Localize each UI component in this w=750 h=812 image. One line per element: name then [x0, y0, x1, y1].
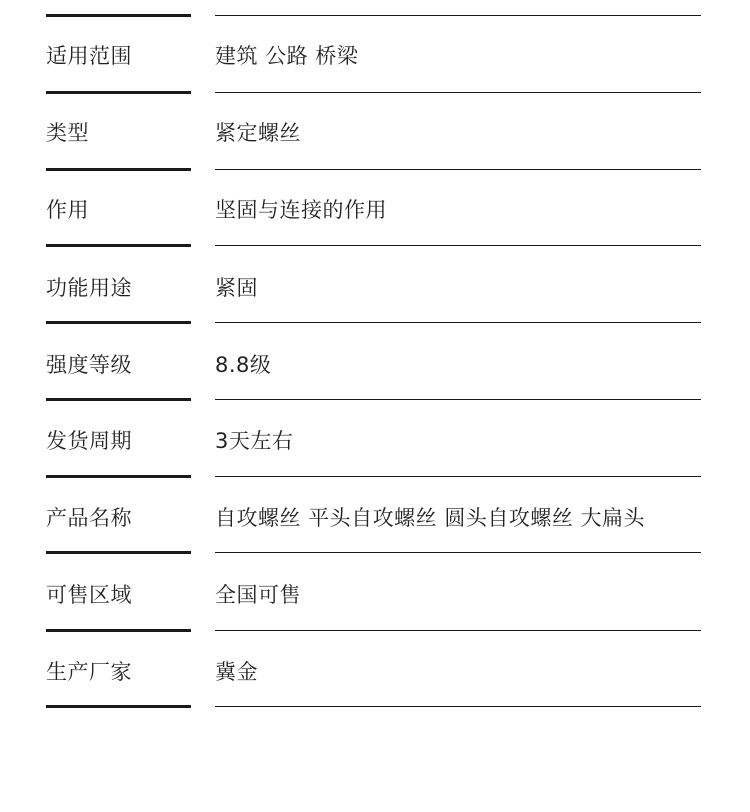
- divider-right: [215, 399, 701, 400]
- spec-label: 适用范围: [46, 44, 132, 68]
- spec-value: 紧固: [215, 276, 258, 300]
- spec-value: 建筑 公路 桥梁: [215, 44, 359, 68]
- divider-left: [46, 551, 191, 554]
- divider-right: [215, 92, 701, 93]
- divider-right: [215, 476, 701, 477]
- divider-right: [215, 706, 701, 707]
- spec-label: 类型: [46, 121, 89, 145]
- divider-left: [46, 475, 191, 478]
- divider-right: [215, 322, 701, 323]
- spec-label: 发货周期: [46, 429, 132, 453]
- spec-value: 紧定螺丝: [215, 121, 301, 145]
- divider-left: [46, 321, 191, 324]
- divider-right: [215, 169, 701, 170]
- divider-left: [46, 91, 191, 94]
- divider-left: [46, 14, 191, 17]
- divider-right: [215, 552, 701, 553]
- divider-left: [46, 629, 191, 632]
- divider-left: [46, 168, 191, 171]
- divider-left: [46, 705, 191, 708]
- spec-value: 全国可售: [215, 583, 301, 607]
- divider-right: [215, 630, 701, 631]
- spec-label: 可售区域: [46, 583, 132, 607]
- divider-left: [46, 398, 191, 401]
- spec-value: 自攻螺丝 平头自攻螺丝 圆头自攻螺丝 大扁头: [215, 506, 646, 530]
- divider-right: [215, 15, 701, 16]
- spec-label: 作用: [46, 198, 89, 222]
- spec-value: 坚固与连接的作用: [215, 198, 387, 222]
- spec-label: 强度等级: [46, 353, 132, 377]
- divider-left: [46, 244, 191, 247]
- spec-label: 功能用途: [46, 276, 132, 300]
- divider-right: [215, 245, 701, 246]
- spec-label: 生产厂家: [46, 660, 132, 684]
- spec-value: 冀金: [215, 660, 258, 684]
- spec-label: 产品名称: [46, 506, 132, 530]
- spec-value: 3天左右: [215, 429, 294, 453]
- spec-value: 8.8级: [215, 353, 272, 377]
